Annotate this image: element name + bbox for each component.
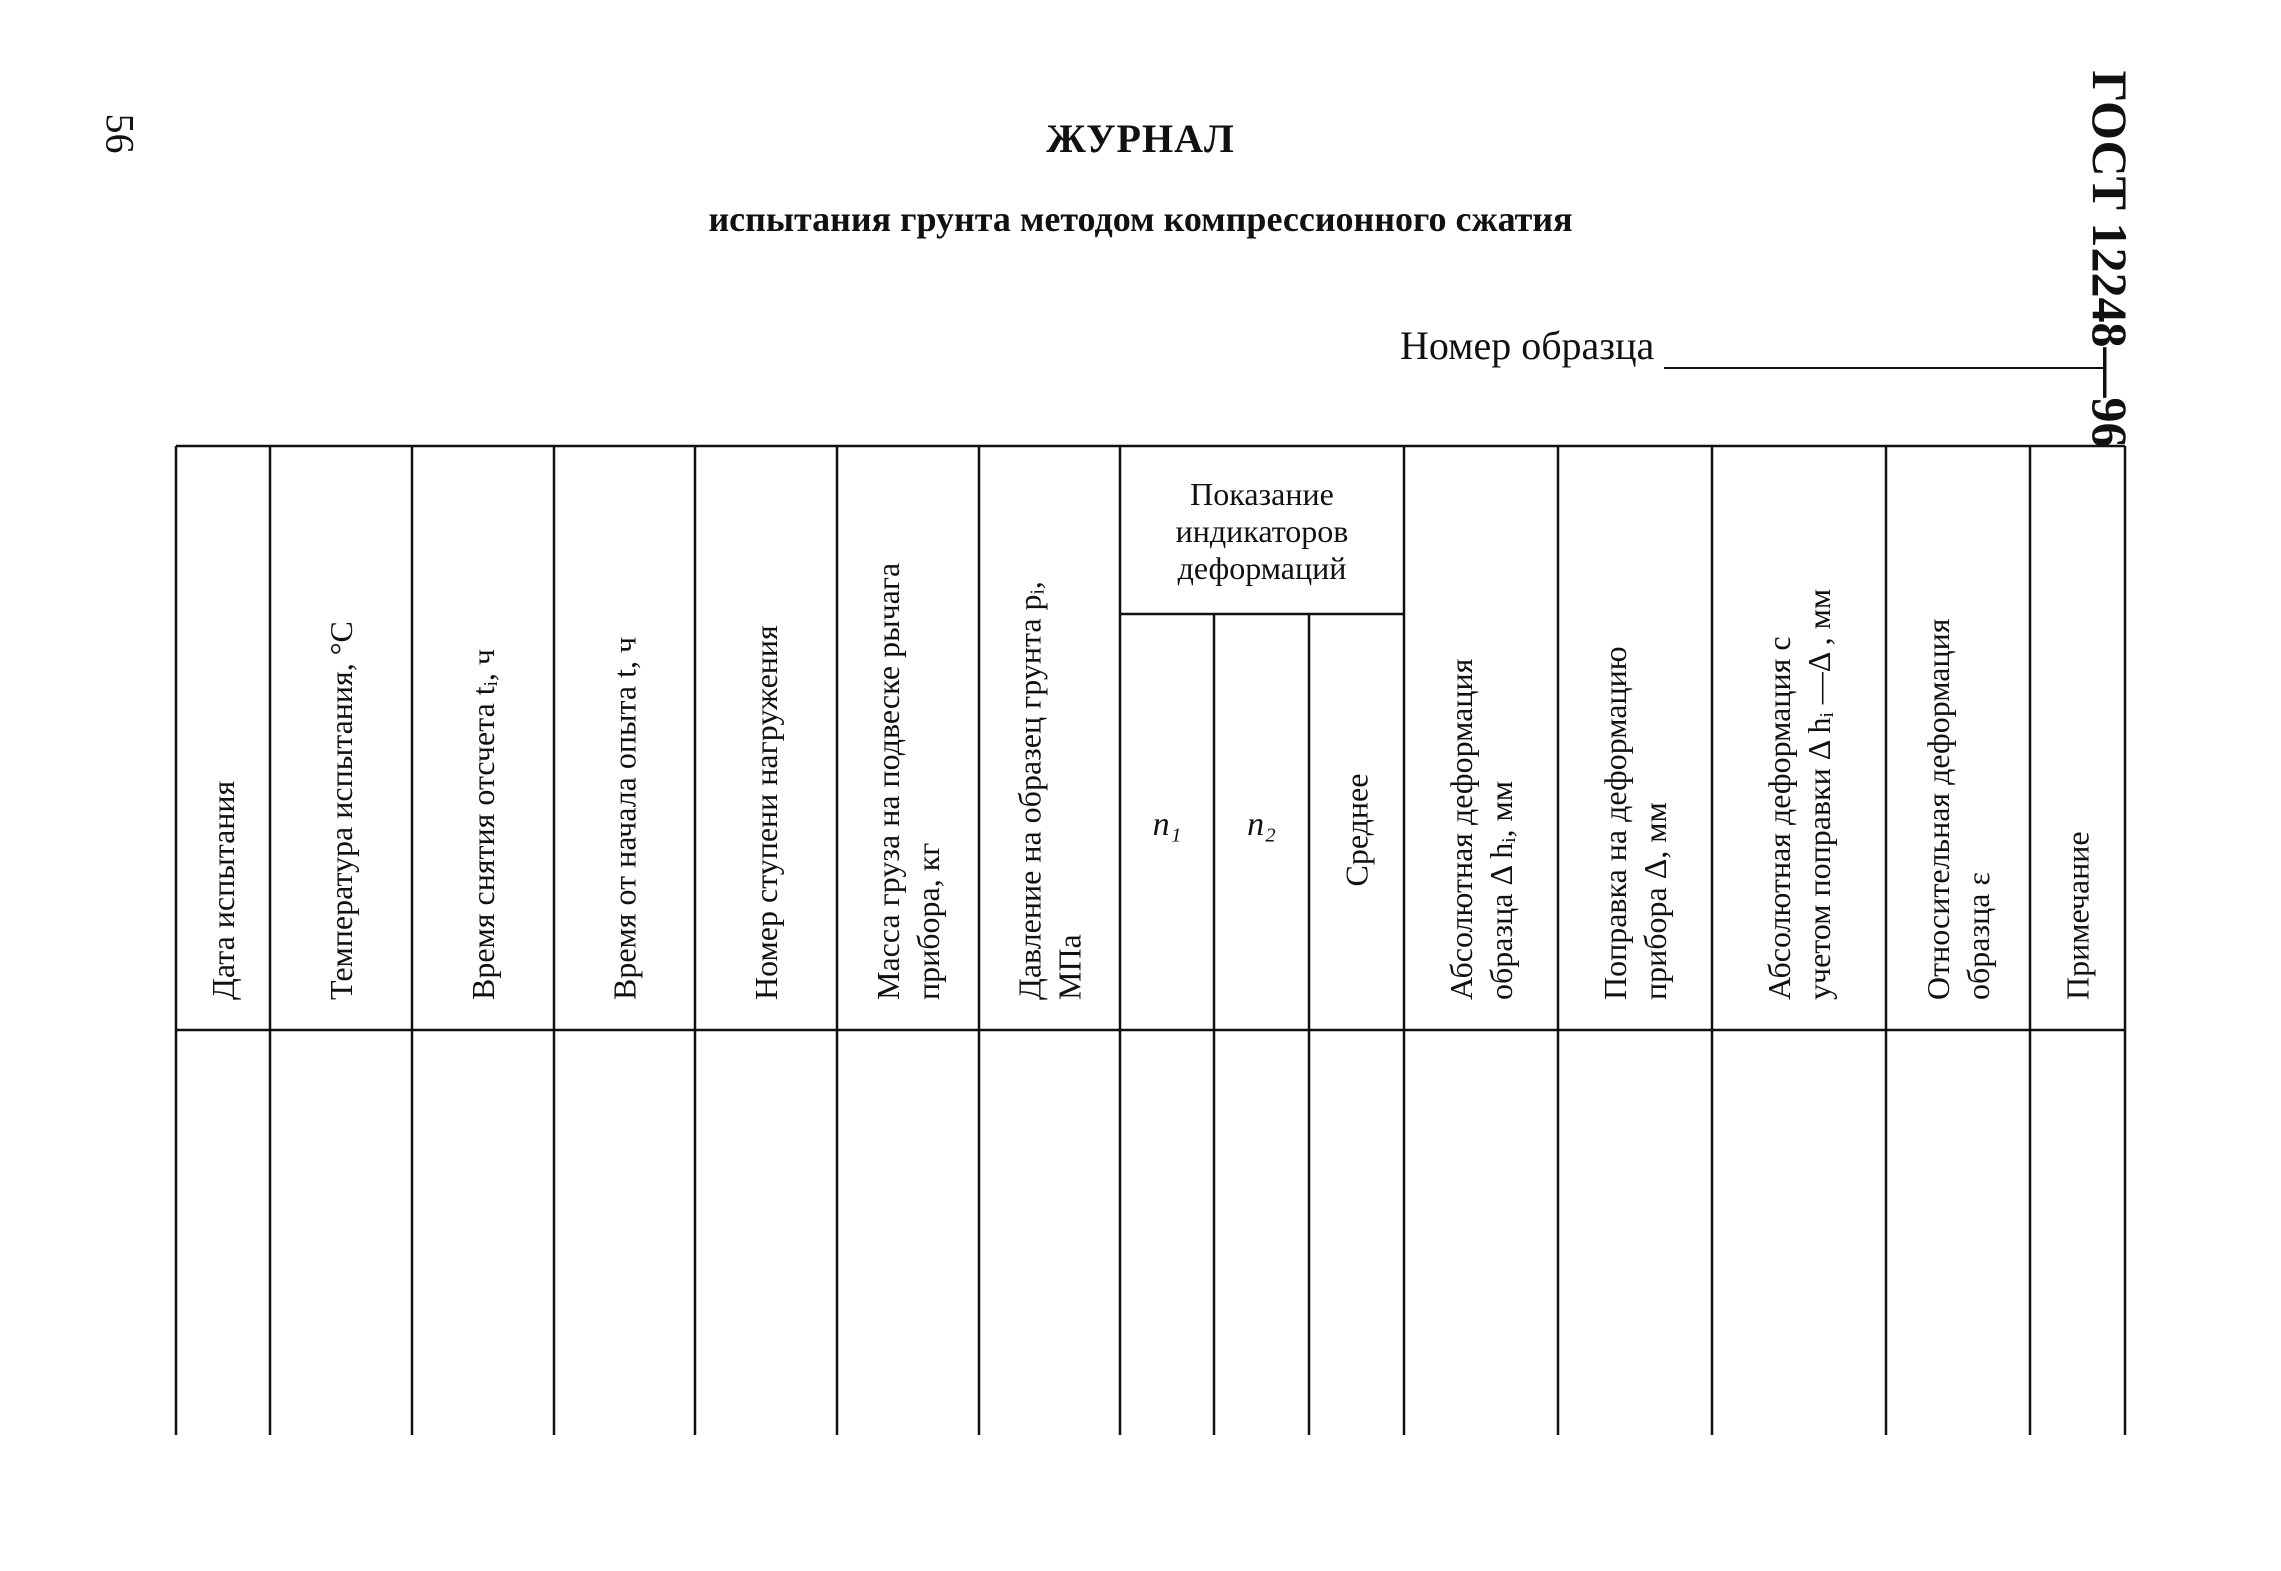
column-header-3: Время от начала опыта t, ч <box>606 636 643 1000</box>
column-header-7: n₁ <box>1152 806 1182 843</box>
column-header-8: n₂ <box>1247 806 1276 843</box>
column-header-6: МПа <box>1051 934 1088 1000</box>
page-number: 56 <box>97 113 143 154</box>
column-header-6: Давление на образец грунта pᵢ, <box>1011 581 1048 1000</box>
column-header-2: Время снятия отсчета tᵢ, ч <box>465 649 501 1000</box>
column-header-0: Дата испытания <box>205 780 241 1000</box>
column-header-12: учетом поправки Δ hᵢ —Δ , мм <box>1801 588 1837 1000</box>
column-header-5: Масса груза на подвеске рычага <box>870 562 906 1000</box>
column-header-13: Относительная деформация <box>1920 618 1956 1000</box>
column-header-11: прибора Δ, мм <box>1637 802 1673 1000</box>
group-header-text: индикаторов <box>1175 513 1349 549</box>
group-header-text: деформаций <box>1177 550 1347 586</box>
column-header-10: Абсолютная деформация <box>1443 658 1479 1000</box>
column-header-14: Примечание <box>2059 831 2096 1000</box>
document-subtitle: испытания грунта методом компрессионного сжатия <box>708 199 1573 239</box>
column-header-13: образца ε <box>1960 872 1996 1000</box>
column-header-9: Среднее <box>1338 773 1375 887</box>
document-title: ЖУРНАЛ <box>1046 116 1235 161</box>
group-header-text: Показание <box>1190 476 1334 512</box>
column-header-12: Абсолютная деформация с <box>1761 636 1797 1000</box>
column-header-4: Номер ступени нагружения <box>748 625 784 1000</box>
sample-number-label: Номер образца <box>1400 323 1655 368</box>
column-header-10: образца Δ hᵢ, мм <box>1483 781 1519 1000</box>
column-header-5: прибора, кг <box>910 842 946 1000</box>
column-header-1: Температура испытания, °С <box>323 621 359 1000</box>
column-header-11: Поправка на деформацию <box>1597 646 1633 1000</box>
standard-label: ГОСТ 12248—96 <box>2082 70 2138 448</box>
